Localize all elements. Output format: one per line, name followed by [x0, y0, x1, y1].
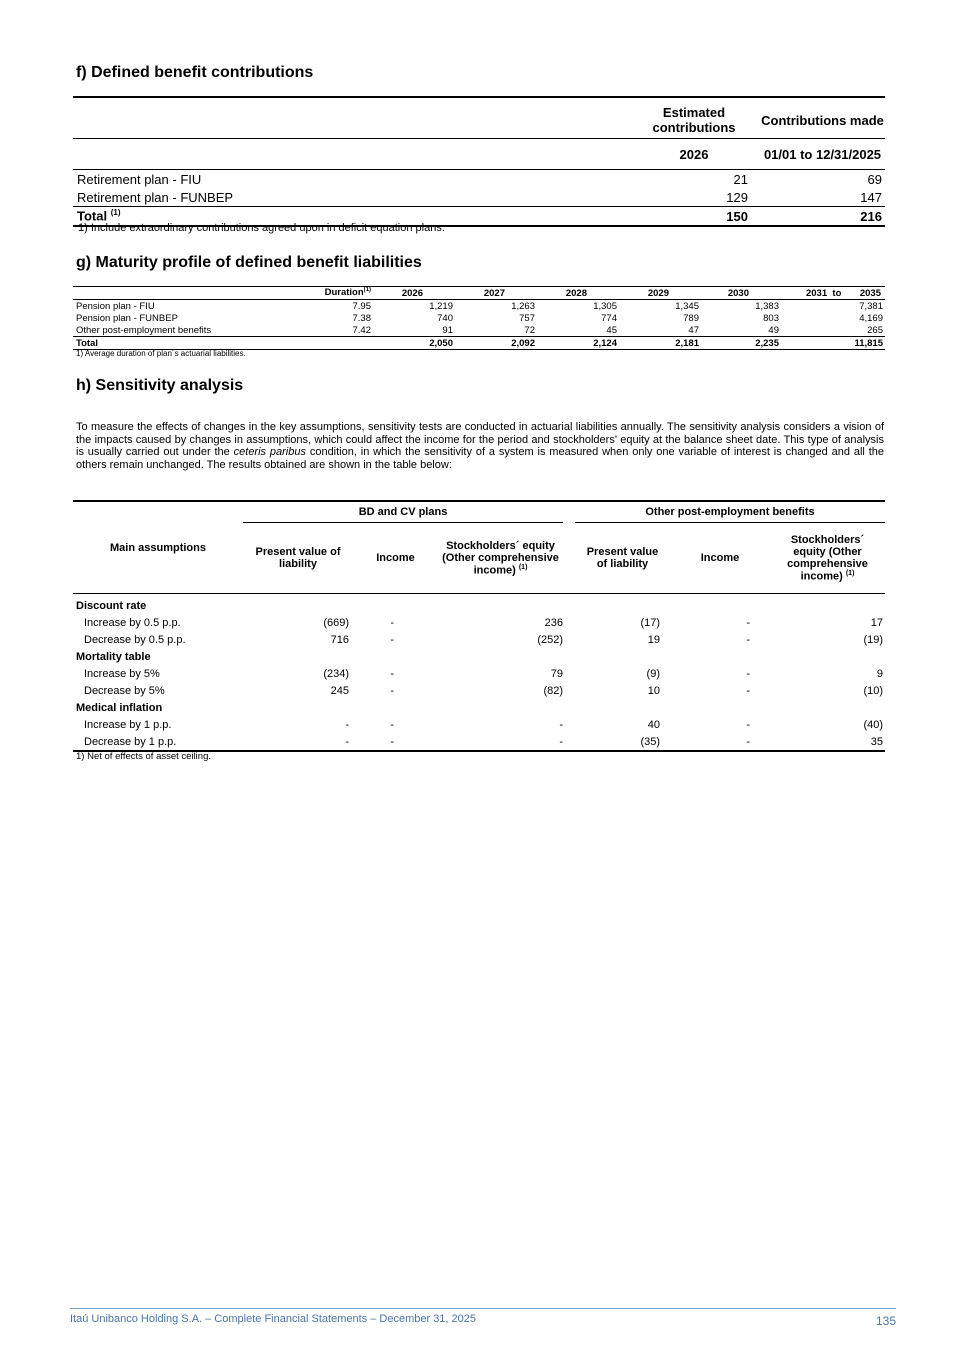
medical-inflation-label: Medical inflation	[76, 701, 163, 714]
table-row: Increase by 5% (234) - 79 (9) - 9	[84, 667, 883, 680]
footer-text: Itaú Unibanco Holding S.A. – Complete Financial Statements – December 31, 2025	[70, 1313, 477, 1325]
section-h-title: h) Sensitivity analysis	[76, 377, 244, 394]
section-g-footnote: 1) Average duration of plan´s actuarial liabilities.	[76, 349, 246, 358]
table-row: Other post-employment benefits 7.42 91 72 45 47 49 265	[76, 324, 883, 336]
main-assumptions-header: Main assumptions	[73, 501, 243, 594]
footer-divider	[70, 1308, 896, 1309]
sensitivity-analysis-table: Main assumptions BD and CV plans Other post-employment benefits Present value of liability Income Stockholders´ equity (Other comprehensive income) $^{(1)}$ Present value of liability Income Stockholders´ equity (Other comprehensive income) $^{(1)}$ Discount rate Increase by 0.5 p.p. (669) - 236 (17) - 17 Decrease by 0.5 p.p. 716 - (252) 19 - (19) Mortality table Increase by 5% (234) - 79 (9) - 9 Decrease by 5% 245 - (82) 10 - (10) Medical inflation Increase by 1 p.p. - - - 40 - (40) Decrease by 1 p.p. - - - (35) - 35	[73, 500, 885, 752]
other-post-employment-header: Other post-employment benefits	[575, 501, 885, 523]
page-number: 135	[875, 1314, 896, 1328]
section-f-footnote: 1) Include extraordinary contributions agreed upon in deficit equation plans.	[78, 222, 445, 234]
table-row: Decrease by 0.5 p.p. 716 - (252) 19 - (19)	[84, 633, 883, 646]
bd-cv-plans-header: BD and CV plans	[243, 501, 563, 523]
table-row: Decrease by 1 p.p. - - - (35) - 35	[73, 733, 885, 751]
section-h-footnote: 1) Net of effects of asset ceiling.	[76, 751, 212, 762]
section-g-title: g) Maturity profile of defined benefit liabilities	[76, 254, 422, 271]
estimated-contributions-header: Estimated contributions	[640, 97, 748, 139]
table-row: Increase by 1 p.p. - - - 40 - (40)	[84, 718, 883, 731]
section-f-title: f) Defined benefit contributions	[76, 64, 314, 81]
table-row: Retirement plan - FIU 21 69	[73, 170, 885, 189]
total-row: Total $^{(1)}$ 150 216	[73, 207, 885, 227]
period-header: 01/01 to 12/31/2025	[763, 146, 882, 162]
year-2026-header: 2026	[679, 146, 709, 162]
total-row: Total 2,050 2,092 2,124 2,181 2,235 11,815	[73, 337, 885, 350]
table-row: Decrease by 5% 245 - (82) 10 - (10)	[84, 684, 883, 697]
table-row: Pension plan - FUNBEP 7.38 740 757 774 789 803 4,169	[76, 312, 883, 324]
mortality-table-label: Mortality table	[76, 650, 151, 663]
table-row: Increase by 0.5 p.p. (669) - 236 (17) - 17	[84, 616, 883, 629]
discount-rate-label: Discount rate	[76, 599, 147, 612]
defined-benefit-contributions-table	[73, 96, 885, 227]
maturity-profile-table: Duration$^{(1)}$ 2026 2027 2028 2029 2030 2031 to 2035 Pension plan - FIU 7.95 1,219 1,263 1,305 1,345 1,383 7,381 Pension plan - FUNBEP 7.38 740 757 774 789 803 4,169 Other post-employment benefits 7.42 91 72 45 47 49 265 Total 2,050 2,092 2,124 2,181 2,235 11,815	[73, 286, 885, 350]
table-row: Pension plan - FIU 7.95 1,219 1,263 1,305 1,345 1,383 7,381	[76, 300, 883, 312]
contributions-made-header: Contributions made	[760, 97, 885, 139]
table-row: Retirement plan - FUNBEP 129 147	[77, 189, 882, 205]
sensitivity-paragraph: To measure the effects of changes in the key assumptions, sensitivity tests are conducted in actuarial liabilities annually. The sensitivity analysis considers a vision of the impacts caused by changes in assumptions, which could affect the income for the period and stockholders' equity at the balance sheet date. This type of analysis is usually carried out under the ceteris paribus condition, in which the sensitivity of a system is measured when only one variable of interest is changed and all the others remain unchanged. The results obtained are shown in the table below:	[76, 421, 884, 471]
